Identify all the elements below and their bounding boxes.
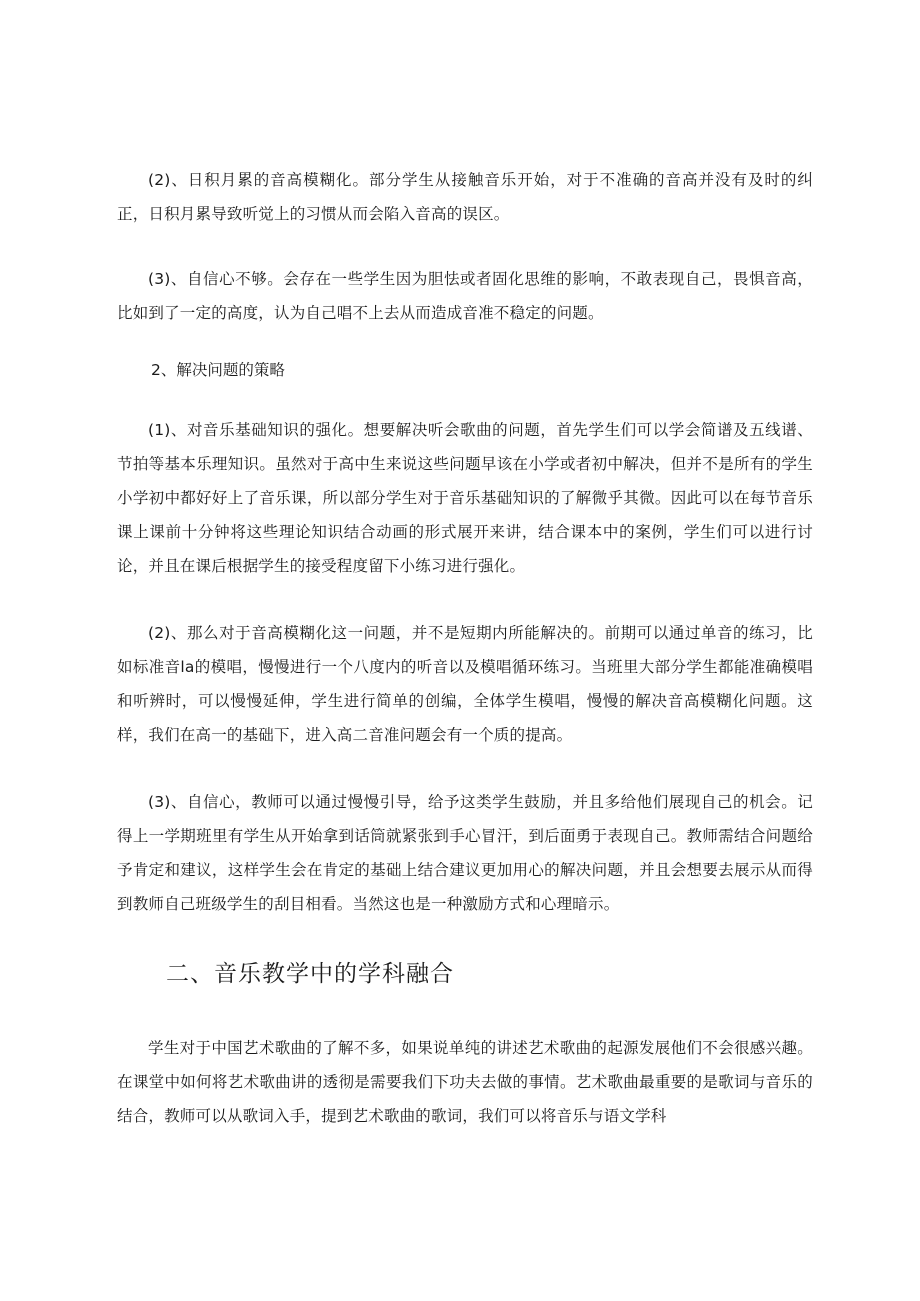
- heading-strategy: 2、解决问题的策略: [151, 361, 285, 379]
- paragraph-pitch-blurring: (2)、日积月累的音高模糊化。部分学生从接触音乐开始，对于不准确的音高并没有及时的纠正，日积月累导致听觉上的习惯从而会陷入音高的误区。: [117, 171, 813, 223]
- section-heading-subject-integration: 二、音乐教学中的学科融合: [166, 961, 454, 987]
- paragraph-pitch-practice: (2)、那么对于音高模糊化这一问题，并不是短期内所能解决的。前期可以通过单音的练习，比如标准音la的模唱，慢慢进行一个八度内的听音以及模唱循环练习。当班里大部分学生都能准确模唱和听辨时，可以慢慢延伸，学生进行简单的创编，全体学生模唱，慢慢的解决音高模糊化问题。这样，我们在高一的基础下，进入高二音准问题会有一个质的提高。: [117, 624, 813, 744]
- paragraph-confidence-guidance: (3)、自信心，教师可以通过慢慢引导，给予这类学生鼓励，并且多给他们展现自己的机会。记得上一学期班里有学生从开始拿到话筒就紧张到手心冒汗，到后面勇于表现自己。教师需结合问题给予肯定和建议，这样学生会在肯定的基础上结合建议更加用心的解决问题，并且会想要去展示从而得到教师自己班级学生的刮目相看。当然这也是一种激励方式和心理暗示。: [117, 793, 813, 913]
- paragraph-lack-of-confidence: (3)、自信心不够。会存在一些学生因为胆怯或者固化思维的影响，不敢表现自己，畏惧音高，比如到了一定的高度，认为自己唱不上去从而造成音准不稳定的问题。: [117, 270, 813, 322]
- paragraph-basic-knowledge: (1)、对音乐基础知识的强化。想要解决听会歌曲的问题，首先学生们可以学会简谱及五线谱、节拍等基本乐理知识。虽然对于高中生来说这些问题早该在小学或者初中解决，但并不是所有的学生小学初中都好好上了音乐课，所以部分学生对于音乐基础知识的了解微乎其微。因此可以在每节音乐课上课前十分钟将这些理论知识结合动画的形式展开来讲，结合课本中的案例，学生们可以进行讨论，并且在课后根据学生的接受程度留下小练习进行强化。: [117, 421, 813, 575]
- paragraph-art-song-intro: 学生对于中国艺术歌曲的了解不多，如果说单纯的讲述艺术歌曲的起源发展他们不会很感兴趣。在课堂中如何将艺术歌曲讲的透彻是需要我们下功夫去做的事情。艺术歌曲最重要的是歌词与音乐的结合，教师可以从歌词入手，提到艺术歌曲的歌词，我们可以将音乐与语文学科: [117, 1039, 813, 1125]
